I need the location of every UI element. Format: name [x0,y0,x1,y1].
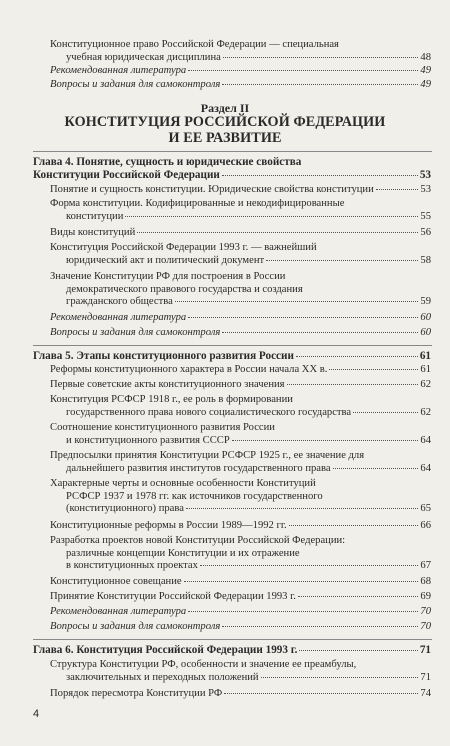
leader-dots [137,232,418,233]
page-number: 59 [420,296,431,308]
toc-entry [50,271,431,309]
entry-text: конституции [66,210,124,222]
entry-text: Рекомендованная литература [50,312,187,323]
entry-text: Конституция Российской Федерации 1993 г. — важнейший [50,242,317,253]
toc-entry [50,39,431,64]
toc-entry [50,478,431,516]
toc-entry [50,327,431,340]
entry-text: Первые советские акты конституционного значения [50,379,285,390]
entry-text: Характерные черты и основные особенности Конституций [50,478,316,489]
page-number: 49 [420,65,431,76]
chapter-title: Глава 6. Конституция Российской Федерации 1993 г. [33,644,298,656]
divider [33,151,432,152]
leader-dots [125,216,418,217]
page-number: 71 [420,671,431,683]
divider [33,345,432,346]
page-number: 48 [420,51,431,63]
page-folio: 4 [33,708,40,720]
entry-text: Форма конституции. Кодифицированные и некодифицированные [50,198,345,209]
entry-text: РСФСР 1937 и 1978 гг. как источников государственного [66,490,323,502]
entry-text: демократического правового государства и создания [66,283,303,295]
leader-dots [186,508,418,509]
section-label: Раздел II [200,101,250,115]
leader-dots [329,369,418,370]
toc-entry [50,659,431,684]
entry-text: государственного права нового социалистического государства [66,406,352,418]
leader-dots [188,611,418,612]
toc-entry [50,184,431,197]
entry-text: Конституционное совещание [50,576,182,587]
page-number: 53 [420,184,431,195]
leader-dots [222,332,418,333]
chapter-title: Глава 4. Понятие, сущность и юридические свойства [33,156,302,168]
entry-text: Конституционное право Российской Федерации — специальная [50,39,339,50]
entry-text: Вопросы и задания для самоконтроля [50,79,221,90]
leader-dots [200,565,418,566]
entry-text: различные концепции Конституции и их отражение [66,547,300,559]
leader-dots [287,384,419,385]
toc-entry [50,379,431,392]
chapter-heading [33,350,431,363]
leader-dots [188,317,418,318]
toc-entry [50,198,431,223]
toc-entry [50,576,431,589]
entry-text: Соотношение конституционного развития России [50,422,275,433]
page-number: 69 [420,591,431,602]
toc-entry [50,394,431,419]
page-number: 49 [420,79,431,90]
leader-dots [298,596,418,597]
entry-text: Вопросы и задания для самоконтроля [50,621,221,632]
entry-text: Значение Конституции РФ для построения в России [50,271,286,282]
entry-text: Вопросы и задания для самоконтроля [50,327,221,338]
toc-entry [50,364,431,377]
page-number: 61 [419,350,431,362]
entry-text: учебная юридическая дисциплина [66,51,221,63]
leader-dots [232,440,419,441]
page-number: 71 [419,644,431,656]
page-number: 55 [420,210,431,222]
entry-text: Рекомендованная литература [50,606,187,617]
entry-text: Разработка проектов новой Конституции Российской Федерации: [50,535,346,546]
leader-dots [223,57,419,58]
entry-text: заключительных и переходных положений [66,671,259,683]
leader-dots [333,468,419,469]
entry-text: Виды конституций [50,227,136,238]
toc-entry [50,606,431,619]
page-number: 64 [420,462,431,474]
entry-text: гражданского общества [66,296,173,308]
leader-dots [376,189,419,190]
leader-dots [224,693,418,694]
toc-entry [50,688,431,701]
leader-dots [261,677,419,678]
page-number: 53 [419,169,431,181]
entry-text: Понятие и сущность конституции. Юридические свойства конституции [50,184,374,195]
page-number: 64 [420,434,431,446]
page-number: 62 [420,406,431,418]
page-number: 74 [420,688,431,699]
chapter-heading [33,156,431,182]
toc-entry [50,79,431,92]
chapter-title: Глава 5. Этапы конституционного развития России [33,350,294,362]
entry-text: Реформы конституционного характера в России начала XX в. [50,364,328,375]
entry-text: юридический акт и политический документ [66,254,265,266]
leader-dots [289,525,419,526]
entry-text: дальнейшего развития институтов государственного права [66,462,331,474]
page-number: 61 [420,364,431,375]
chapter-heading [33,644,431,657]
page-number: 65 [420,503,431,515]
entry-text: Структура Конституции РФ, особенности и значение ее преамбулы, [50,659,357,670]
entry-text: Конституция РСФСР 1918 г., ее роль в формировании [50,394,293,405]
toc-entry [50,450,431,475]
page-number: 58 [420,254,431,266]
page-number: 70 [420,606,431,617]
divider [33,639,432,640]
page-number: 60 [420,327,431,338]
page-number: 70 [420,621,431,632]
section-title: КОНСТИТУЦИЯ РОССИЙСКОЙ ФЕДЕРАЦИИ [64,114,386,130]
toc-entry [50,621,431,634]
leader-dots [299,650,417,651]
page-number: 62 [420,379,431,390]
page-number: 68 [420,576,431,587]
entry-text: в конституционных проектах [66,560,198,572]
entry-text: (конституционного) права [66,503,184,515]
toc-entry [50,535,431,573]
leader-dots [266,260,418,261]
toc-entry [50,65,431,78]
entry-text: Принятие Конституции Российской Федерации 1993 г. [50,591,296,602]
leader-dots [222,175,418,176]
toc-entry [50,312,431,325]
leader-dots [175,301,419,302]
entry-text: Конституционные реформы в России 1989—1992 гг. [50,520,287,531]
entry-text: Рекомендованная литература [50,65,187,76]
entry-text: Предпосылки принятия Конституции РСФСР 1925 г., ее значение для [50,450,365,461]
leader-dots [222,84,418,85]
toc-entry [50,422,431,447]
chapter-title: Конституции Российской Федерации [33,169,220,181]
toc-entry [50,591,431,604]
page-number: 66 [420,520,431,531]
leader-dots [296,356,418,357]
toc-entry [50,242,431,267]
leader-dots [222,626,418,627]
toc-entry [50,520,431,533]
toc-entry [50,227,431,240]
section-title: И ЕЕ РАЗВИТИЕ [168,130,282,146]
leader-dots [353,412,418,413]
leader-dots [188,70,418,71]
leader-dots [184,581,419,582]
page-number: 56 [420,227,431,238]
page-number: 60 [420,312,431,323]
entry-text: Порядок пересмотра Конституции РФ [50,688,223,699]
page-number: 67 [420,560,431,572]
entry-text: и конституционного развития СССР [66,434,230,446]
